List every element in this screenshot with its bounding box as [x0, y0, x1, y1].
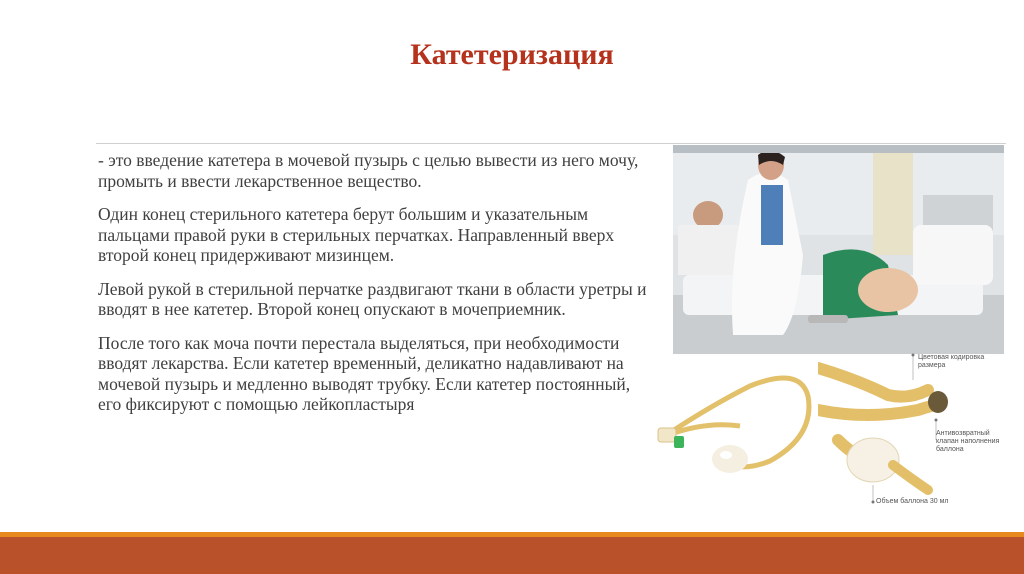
valve-label: Антивозвратный клапан наполнения баллона: [936, 430, 1000, 453]
paragraph-step-3: После того как моча почти перестала выделяться, при необходимости вводят лекарства. Если катетер временный, деликатно надавливают на мочевой пузырь и медленно выводят трубку. Если катетер постоянный, его фиксируют с помощью лейкопластыря: [98, 332, 631, 414]
paragraph-definition: - это введение катетера в мочевой пузырь с целью вывести из него мочу, промыть и ввести лекарственное вещество.: [98, 150, 639, 191]
paragraph-step-2: Левой рукой в стерильной перчатке раздвигают ткани в области уретры и вводят в нее катетер. Второй конец опускают в мочеприемник.: [98, 278, 647, 319]
foley-catheter-image: [650, 366, 818, 486]
balloon-volume-label: Объем баллона 30 мл: [876, 498, 949, 505]
slide-title: Катетеризация: [410, 38, 614, 71]
nurse-procedure-photo: [673, 145, 1004, 354]
footer-bar: [0, 537, 1024, 574]
color-coding-label: Цветовая кодировка размера: [918, 354, 985, 369]
title-divider: [96, 143, 1006, 144]
body-text: [98, 150, 653, 428]
paragraph-step-1: Один конец стерильного катетера берут большим и указательным пальцами правой руки в стерильных перчатках. Направленный вверх второй конец придерживают мизинцем.: [98, 204, 615, 265]
